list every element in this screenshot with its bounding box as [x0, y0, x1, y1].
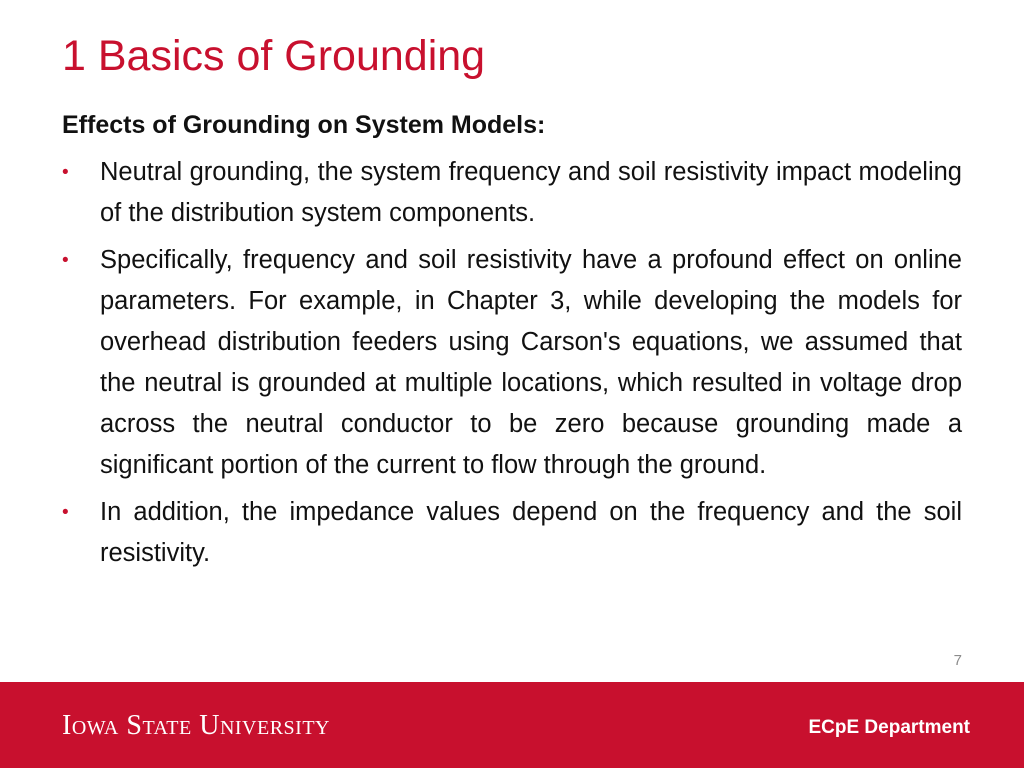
bullet-text: In addition, the impedance values depend on the frequency and the soil resistivity.	[100, 498, 962, 567]
page-number: 7	[953, 652, 962, 669]
slide-title: 1 Basics of Grounding	[62, 32, 486, 80]
bullet-item	[62, 240, 962, 486]
slide-subtitle: Effects of Grounding on System Models:	[62, 111, 546, 139]
bullet-text: Specifically, frequency and soil resistivity have a profound effect on online parameters. For example, in Chapter 3, while developing the models for overhead distribution feeders using Carson's equations, we assumed that the neutral is grounded at multiple locations, which resulted in voltage drop across the neutral conductor to be zero because grounding made a significant portion of the current to flow through the ground.	[100, 246, 962, 479]
bullet-item	[62, 152, 962, 234]
bullet-text: Neutral grounding, the system frequency and soil resistivity impact modeling of the distribution system components.	[100, 158, 962, 227]
footer-bar	[0, 682, 1024, 768]
bullet-icon: •	[62, 162, 69, 183]
bullet-icon: •	[62, 250, 69, 271]
department-label: ECpE Department	[808, 717, 970, 738]
bullet-item	[62, 492, 962, 574]
university-logo: Iowa State University	[62, 710, 330, 741]
bullet-list	[62, 152, 962, 580]
bullet-icon: •	[62, 502, 69, 523]
